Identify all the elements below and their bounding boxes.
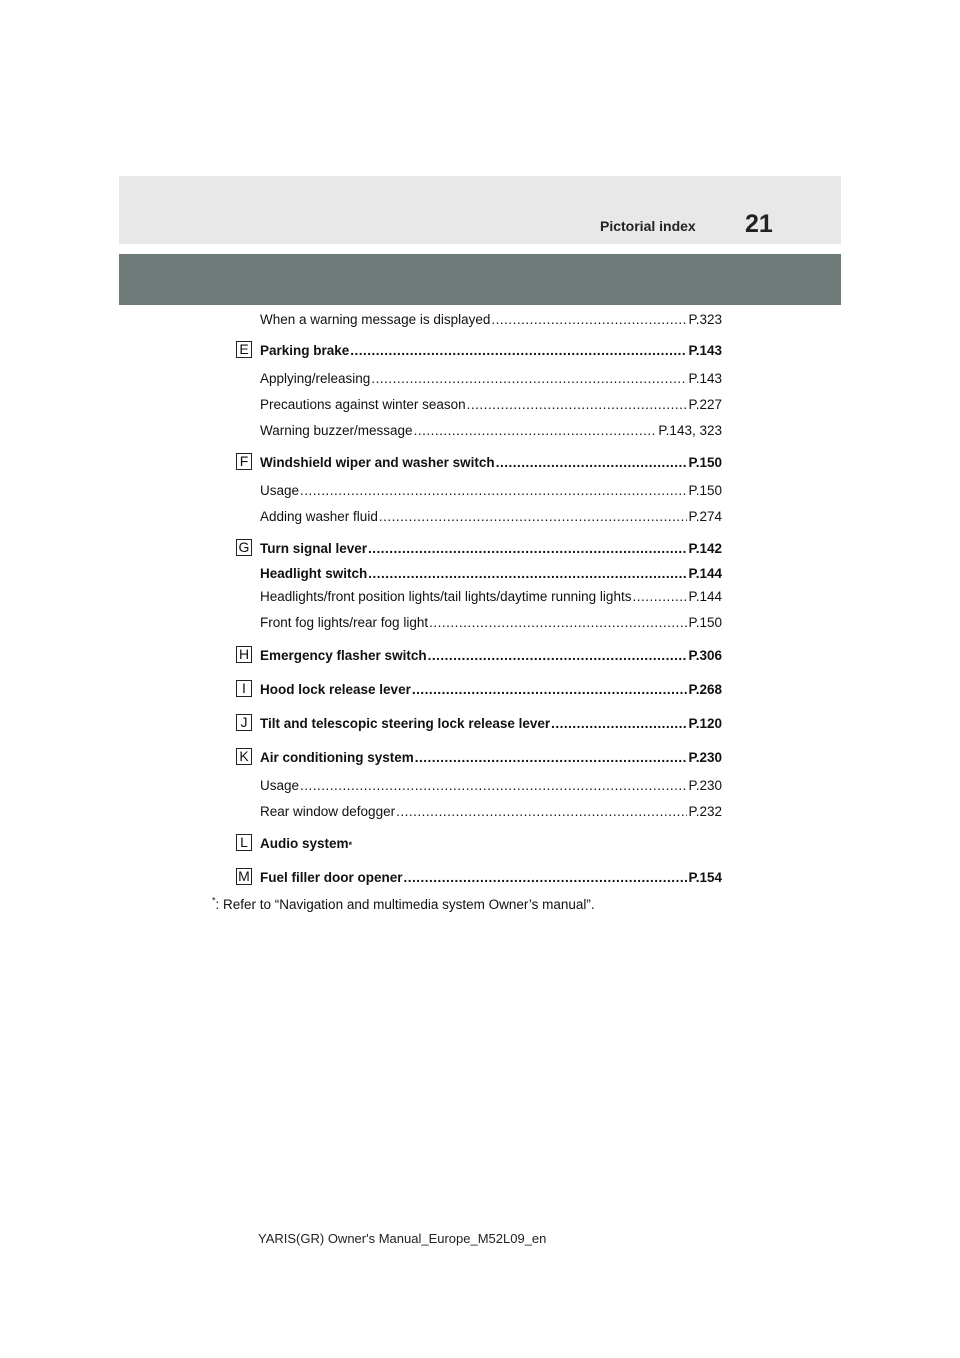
marker-e: E xyxy=(236,341,252,358)
footnote xyxy=(212,896,595,914)
page-ref[interactable]: P.143 xyxy=(688,371,722,386)
page-ref[interactable]: P.120 xyxy=(688,716,722,731)
marker-k: K xyxy=(236,748,252,765)
index-entry-fog-lights[interactable]: Front fog lights/rear fog light ..... P.150 xyxy=(260,614,722,632)
index-entry-turn-signal[interactable]: Turn signal lever ..... P.142 xyxy=(260,540,722,558)
marker-f: F xyxy=(236,453,252,470)
page-ref[interactable]: P.143 xyxy=(688,343,722,358)
marker-m: M xyxy=(236,868,252,885)
page-ref[interactable]: P.142 xyxy=(688,541,722,556)
index-entry-defogger[interactable]: Rear window defogger ..... P.232 xyxy=(260,803,722,821)
index-entry-fuel-door[interactable]: Fuel filler door opener ..... P.154 xyxy=(260,869,722,887)
index-entry-ac-usage[interactable]: Usage ..... P.230 xyxy=(260,777,722,795)
page-ref[interactable]: P.150 xyxy=(688,615,722,630)
marker-g: G xyxy=(236,539,252,556)
index-entry-headlights-detail[interactable]: Headlights/front position lights/tail lights/daytime running lights ..... P.144 xyxy=(260,588,722,606)
page-ref[interactable]: P.150 xyxy=(688,483,722,498)
page-ref[interactable]: P.306 xyxy=(688,648,722,663)
index-entry-steering-lock[interactable]: Tilt and telescopic steering lock release lever ..... P.120 xyxy=(260,715,722,733)
index-entry-wiper-usage[interactable]: Usage ..... P.150 xyxy=(260,482,722,500)
section-title: Pictorial index xyxy=(600,218,696,234)
index-entry-winter-precautions[interactable]: Precautions against winter season ..... P.227 xyxy=(260,396,722,414)
manual-footer: YARIS(GR) Owner's Manual_Europe_M52L09_en xyxy=(258,1231,547,1246)
index-entry-washer-fluid[interactable]: Adding washer fluid ..... P.274 xyxy=(260,508,722,526)
header-band xyxy=(119,176,841,244)
page-ref[interactable]: P.323 xyxy=(688,312,722,327)
page-ref[interactable]: P.227 xyxy=(688,397,722,412)
index-entry-hood-lock[interactable]: Hood lock release lever ..... P.268 xyxy=(260,681,722,699)
index-entry-emergency-flasher[interactable]: Emergency flasher switch ..... P.306 xyxy=(260,647,722,665)
page-ref[interactable]: P.268 xyxy=(688,682,722,697)
footnote-text: : Refer to “Navigation and multimedia system Owner’s manual”. xyxy=(215,897,595,912)
page-ref[interactable]: P.232 xyxy=(688,804,722,819)
page-ref[interactable]: P.150 xyxy=(688,455,722,470)
index-entry-headlight-switch[interactable]: Headlight switch ..... P.144 xyxy=(260,565,722,583)
page-number: 21 xyxy=(745,210,773,238)
page-ref[interactable]: P.154 xyxy=(688,870,722,885)
page-ref[interactable]: P.230 xyxy=(688,750,722,765)
index-entry-applying-releasing[interactable]: Applying/releasing ..... P.143 xyxy=(260,370,722,388)
index-entry-wiper-switch[interactable]: Windshield wiper and washer switch ..... P.150 xyxy=(260,454,722,472)
index-entry-warning-message[interactable]: When a warning message is displayed ..... P.323 xyxy=(260,311,722,329)
marker-i: I xyxy=(236,680,252,697)
footnote-marker: * xyxy=(212,895,216,906)
marker-j: J xyxy=(236,714,252,731)
page-ref[interactable]: P.230 xyxy=(688,778,722,793)
page-ref[interactable]: P.143, 323 xyxy=(658,423,722,438)
page-ref[interactable]: P.144 xyxy=(688,589,722,604)
marker-h: H xyxy=(236,646,252,663)
index-entry-audio-system[interactable]: Audio system * xyxy=(260,836,353,851)
index-entry-air-conditioning[interactable]: Air conditioning system ..... P.230 xyxy=(260,749,722,767)
marker-l: L xyxy=(236,834,252,851)
header-dark-band xyxy=(119,254,841,305)
page-ref[interactable]: P.144 xyxy=(688,566,722,581)
index-entry-warning-buzzer[interactable]: Warning buzzer/message ..... P.143, 323 xyxy=(260,422,722,440)
index-entry-parking-brake[interactable]: Parking brake ..... P.143 xyxy=(260,342,722,360)
page-ref[interactable]: P.274 xyxy=(688,509,722,524)
